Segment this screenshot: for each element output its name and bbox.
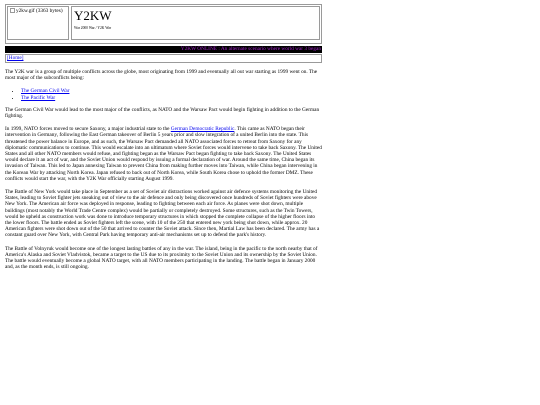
volnyruk-paragraph: The Battle of Volnyruk would become one of the longest lasting battles of any in the war. The island, being in the pacific to the north nearby that of America's Alaska and Soviet Vladvistok, became a target to the US due to its proximity to the Soviet Union and its ownership by the Soviet Union. The battle would eventually become a global NATO target, with all NATO members participating in the landing. The battle began in January 2000 and, as the month ends, is still ongoing. bbox=[5, 245, 318, 271]
page-subtitle: War 2000 War / Y2K War bbox=[74, 26, 112, 30]
german-civil-war-link[interactable]: The German Civil War bbox=[21, 88, 70, 95]
ticker-text: Y2KW ONLINE : An alternate scenario where world war 3 began bbox=[180, 46, 321, 52]
german-civil-war-paragraph: The German Civil War would lead to the most major of the conflicts, as NATO and the Warsaw Pact would begin fighting in addition to the German fighting. bbox=[5, 106, 320, 120]
gdr-link[interactable]: German Democratic Republic bbox=[170, 126, 235, 133]
logo-image bbox=[10, 8, 66, 14]
new-york-paragraph: The Battle of New York would take place in September as a set of Soviet air distractions worked against air defence systems monitoring the United States, leading to Soviet fighter jets sneaking out of view to the air defence and only being discovered once hundreds of Soviet fighters were above New York. The American air force was deployed in response, leading to fighting between each air force. As planes were shot down, multiple buildings (most notably the World Trade Centre complex) would be partially or completely destroyed. Some structures, such as the Twin Towers, would be upheld as construction work was done to introduce temporary structures in which stopped the complete collapse of the higher floors into the lower floors. The battle ended as Soviet fighters left the scene, with 10 of the 250 that entered new york being shot down, while approx. 20 American fighters were shot down out of the 50 that arrived to counter the Soviet attack. Since then, Martial Law has been declared. The army has a constant guard over New York, with Central Park having temporary anti-air mechanisms set up to defend the park's history. bbox=[5, 189, 320, 239]
logo-cell bbox=[7, 6, 69, 40]
saxony-paragraph bbox=[5, 126, 322, 182]
broken-image-icon bbox=[10, 8, 15, 13]
pacific-war-link[interactable]: The Pacific War bbox=[21, 94, 56, 101]
logo-alt-text: y2kw.gif (3363 bytes) bbox=[16, 8, 63, 14]
saxony-text-end: . This came as NATO began their intervention in Germany, following the East German takeover of Berlin 5 years prior and slow integration of a united Berlin into the state. This threatened the power balance in Europe, and as such, the Warsaw Pact demanded all NATO associated forces to retreat from Saxony for any diplomatic communications to continue. This would escalate into an ultimatum where Soviet forces would intervene to take back Saxony. The United States and all other NATO members would refuse, and fighting began as the Warsaw Pact began fighting to take back Saxony. The United States would declare it an act of war, and the Soviet Union would respond by issuing a formal declaration of war. Around the same time, China began its invasion of Taiwan. This led to Japan annexing Taiwan to prevent China from making further moves into Taiwan, while China began intervening in the Korean War by attacking North Korea. Japan refused to back out of North Korea, while South Korea chose to uphold the former DMZ. These conflicts would start the war, with the Y2K War officially starting August 1999. bbox=[5, 126, 322, 182]
intro-paragraph: The Y2K war is a group of multiple conflicts across the globe, most originating from 1999 and eventually all out war starting as 1999 went on. The most major of the subconflicts being: bbox=[5, 69, 318, 82]
saxony-text-start: In 1999, NATO forces moved to secure Saxony, a major industrial state to the bbox=[5, 126, 171, 133]
nav-box bbox=[5, 54, 322, 63]
list-item bbox=[21, 95, 322, 101]
title-cell bbox=[71, 6, 320, 40]
page-content bbox=[5, 4, 322, 277]
page-title: Y2KW bbox=[74, 8, 112, 23]
home-link[interactable]: [Home] bbox=[7, 55, 24, 61]
subconflict-list bbox=[5, 88, 322, 100]
marquee-ticker bbox=[5, 46, 322, 53]
header-table bbox=[5, 4, 322, 44]
